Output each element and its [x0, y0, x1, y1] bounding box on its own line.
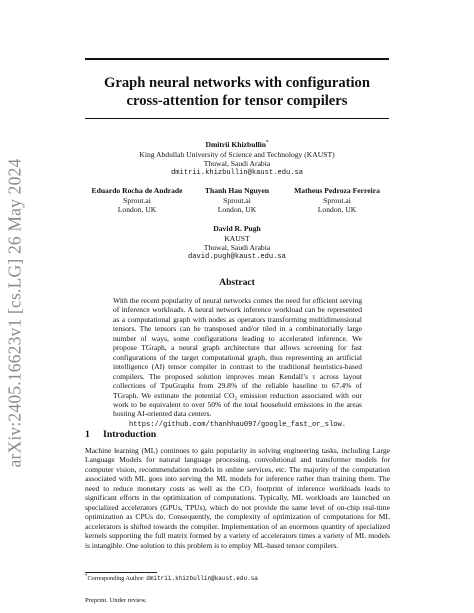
author-name: Dmitrii Khizbullin [205, 140, 267, 149]
abstract-text: With the recent popularity of neural networks comes the need for efficient serving of inference workloads. A neural network inference workload can be represented as a computational graph with nodes as operators transforming multidimensional tensors. The tensors can be transposed and/or tiled in a combinatorially large number of ways, some configurations leading to accelerated inference. We propose TGraph, a neural graph architecture that allows screening for fast configurations of the target computational graph, thus representing an artificial intelligence (AI) tensor compiler in contrast to the traditional heuristics-based compilers. The proposed solution improves mean Kendall’s τ across layout collections of TpuGraphs from 29.8% of the reliable baseline to 67.4% of TGraph. We estimate the potential CO₂ emission reduction associated with our work to be equivalent to over 50% of the total household emissions in the areas hosting AI-oriented data centers. [113, 296, 362, 419]
section-heading-introduction [85, 429, 156, 440]
author-location: London, UK [117, 205, 157, 215]
footnote [85, 575, 390, 583]
author-email: david.pugh@kaust.edu.sa [188, 252, 286, 261]
github-link[interactable]: https://github.com/thanhhau097/google_fast_or_slow. [128, 420, 347, 429]
title-line-2: cross-attention for tensor compilers [126, 93, 348, 109]
author-location: London, UK [317, 205, 357, 215]
abstract-body [113, 296, 362, 430]
author-block-3 [189, 186, 285, 215]
author-block-1 [85, 140, 389, 178]
author-name: Matheus Pedroza Ferreira [294, 186, 380, 195]
author-name: David R. Pugh [213, 224, 261, 233]
author-affiliation: King Abdullah University of Science and Technology (KAUST) [139, 149, 335, 159]
footnote-marker: * [85, 573, 88, 579]
author-name: Thanh Hau Nguyen [204, 186, 270, 195]
author-location: Thuwal, Saudi Arabia [203, 159, 271, 169]
author-block-5 [85, 224, 389, 262]
author-affiliation: KAUST [224, 233, 250, 243]
section-number: 1 [85, 429, 90, 440]
footnote-rule [85, 572, 157, 573]
paper-title [85, 74, 389, 110]
title-line-1: Graph neural networks with configuration [104, 75, 370, 91]
title-rule-top [85, 58, 389, 60]
author-affiliation: Sprout.ai [323, 195, 351, 205]
author-location: Thuwal, Saudi Arabia [203, 243, 271, 253]
footnote-label: Corresponding Author: [87, 575, 147, 582]
preprint-notice: Preprint. Under review. [85, 597, 147, 604]
author-block-4 [285, 186, 389, 215]
author-name: Eduardo Rocha de Andrade [91, 186, 183, 195]
author-affiliation: Sprout.ai [223, 195, 251, 205]
author-affiliation: Sprout.ai [123, 195, 151, 205]
author-block-2 [85, 186, 189, 215]
author-email: dmitrii.khizbullin@kaust.edu.sa [171, 168, 303, 177]
author-footnote-marker: * [266, 140, 269, 146]
arxiv-identifier: arXiv:2405.16623v1 [cs.LG] 26 May 2024 [4, 158, 25, 468]
introduction-paragraph: Machine learning (ML) continues to gain popularity in solving engineering tasks, including Large Language Models for natural language processing, convolutional and transformer models for computer vision, recommendation models in online services, etc. The majority of the computation associated with ML goes into serving the ML models for inference rather than training them. The need to reduce monetary costs as well as the CO₂ footprint of inference workloads leads to significant efforts in the optimization of computations. Typically, ML workloads are launched on specialized accelerators (GPUs, TPUs), which do not provide the same level of on-chip real-time optimization as CPUs do. Consequently, the complexity of optimization of computations for ML accelerators is shifted towards the compiler. Implementation of an enormous quantity of specialized kernels supporting the full matrix formed by a variety of accelerators times a variety of ML models is intangible. One solution to this problem is to employ ML-based tensor compilers. [85, 446, 390, 550]
section-title: Introduction [103, 429, 157, 440]
arxiv-stamp [2, 148, 28, 478]
abstract-heading: Abstract [219, 277, 255, 288]
footnote-email: dmitrii.khizbullin@kaust.edu.sa [146, 575, 258, 582]
title-rule-bottom [85, 118, 389, 119]
author-location: London, UK [217, 205, 257, 215]
